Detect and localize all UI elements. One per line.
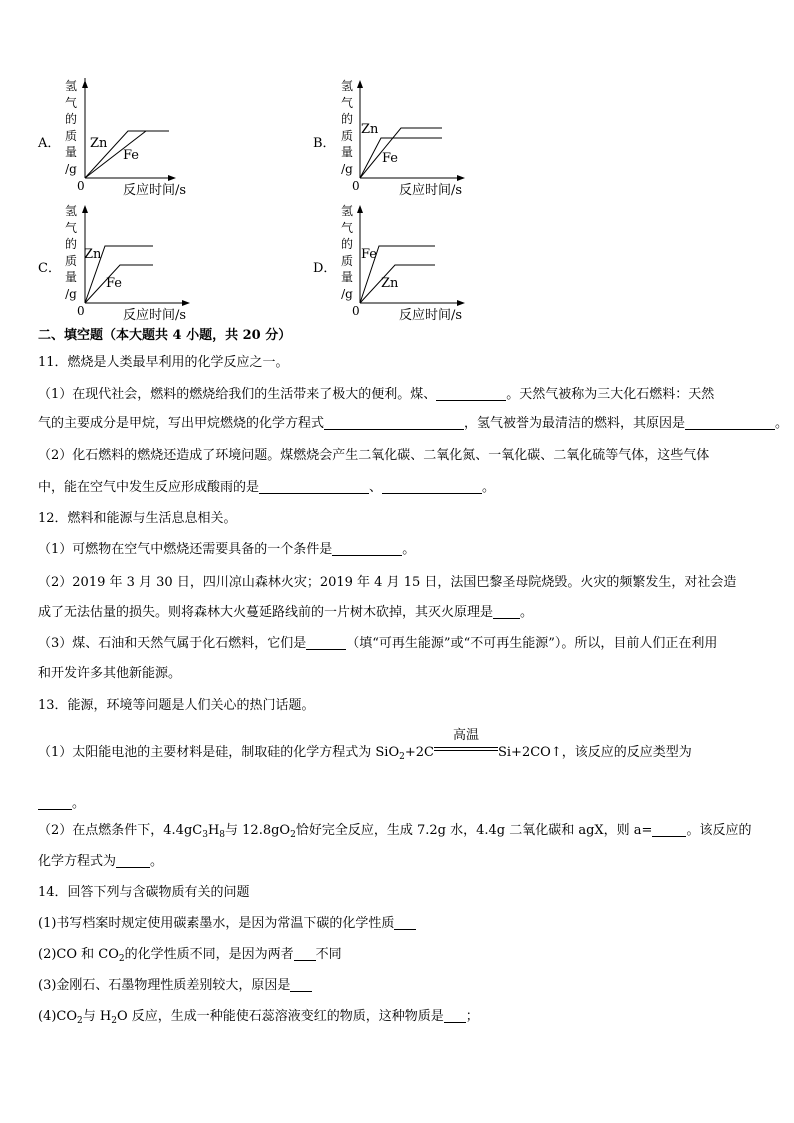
q11-stem: 11．燃烧是人类最早利用的化学反应之一。 xyxy=(38,355,289,370)
text: 气的主要成分是甲烷，写出甲烷燃烧的化学方程式 xyxy=(38,416,325,431)
ylabel-char: 气 xyxy=(340,95,353,110)
text: O 反应，生成一种能使石蕊溶液变红的物质，这种物质是 xyxy=(116,1009,444,1024)
option-letter: B． xyxy=(313,136,336,151)
ylabel-char: 氢 xyxy=(64,79,77,93)
q14-stem: 14．回答下列与含碳物质有关的问题 xyxy=(38,885,250,900)
ylabel-char: 气 xyxy=(64,220,77,235)
text: （1）太阳能电池的主要材料是硅，制取硅的化学方程式为 SiO xyxy=(38,745,400,760)
text: （填“可再生能源”或“不可再生能源”）。所以，目前人们正在利用 xyxy=(346,636,718,651)
ylabel-char: 质 xyxy=(340,128,353,143)
text: Si+2CO↑，该反应的反应类型为 xyxy=(497,745,692,760)
graph-a xyxy=(76,78,226,198)
y-axis-arrow xyxy=(357,205,363,213)
q13-part1-line1 xyxy=(38,728,758,762)
x-axis-arrow xyxy=(168,175,176,181)
option-letter: D． xyxy=(313,261,337,276)
origin-label: 0 xyxy=(352,304,360,318)
ylabel-char: 氢 xyxy=(340,79,353,93)
reaction-condition: 高温 xyxy=(452,728,479,743)
x-axis-arrow xyxy=(457,175,465,181)
answer-blank[interactable] xyxy=(444,1009,466,1023)
q14-line1 xyxy=(38,915,758,933)
lower-label: Fe xyxy=(123,148,140,163)
text: （2）2019 年 3 月 30 日，四川凉山森林火灾；2019 年 4 月 15 日，法国巴黎圣母院烧毁。火灾的频繁发生，对社会造 xyxy=(38,575,737,590)
text: 恰好完全反应，生成 7.2g 水，4.4g 二氧化碳和 agX，则 a= xyxy=(295,823,653,838)
subscript: 2 xyxy=(399,752,405,762)
origin-label: 0 xyxy=(77,304,85,318)
text: (1)书写档案时规定使用碳素墨水，是因为常温下碳的化学性质 xyxy=(38,916,395,931)
ylabel-char: 氢 xyxy=(64,204,77,218)
answer-blank[interactable] xyxy=(436,387,506,401)
ylabel-char: 气 xyxy=(64,95,77,110)
answer-blank[interactable] xyxy=(685,416,775,430)
ylabel-char: 质 xyxy=(64,128,77,143)
answer-blank[interactable] xyxy=(324,416,464,430)
q11-part2-line1 xyxy=(38,447,758,465)
text: 。 xyxy=(482,480,496,495)
text: 。 xyxy=(775,416,789,431)
text: 。 xyxy=(520,605,534,620)
ylabel-char: /g xyxy=(341,161,353,176)
text: （3）煤、石油和天然气属于化石燃料，它们是 xyxy=(38,636,307,651)
x-axis-label: 反应时间/s xyxy=(123,183,187,198)
q12-part2-line2 xyxy=(38,604,758,622)
q12-part3-line2: 和开发许多其他新能源。 xyxy=(38,666,182,681)
lower-label: Fe xyxy=(382,151,399,166)
answer-blank[interactable] xyxy=(332,542,402,556)
q14-line2 xyxy=(38,946,758,964)
subscript: 2 xyxy=(77,1016,83,1026)
text: 成了无法估量的损失。则将森林大火蔓延路线前的一片树木砍掉，其灭火原理是 xyxy=(38,605,494,620)
text: （1）在现代社会，燃料的燃烧给我们的生活带来了极大的便利。煤、 xyxy=(38,387,437,402)
graph-b xyxy=(351,78,501,198)
answer-blank[interactable] xyxy=(290,978,312,992)
q13-part1-line2 xyxy=(38,795,758,813)
upper-label: Zn xyxy=(90,136,108,151)
q11-part1-line2 xyxy=(38,415,789,433)
y-axis-arrow xyxy=(82,80,88,88)
text: 不同 xyxy=(315,947,342,962)
upper-label: Fe xyxy=(361,247,378,262)
subscript: 2 xyxy=(290,830,296,840)
q11-part2-line2 xyxy=(38,479,758,497)
x-axis-label: 反应时间/s xyxy=(399,183,463,198)
option-letter: A． xyxy=(38,136,61,151)
text: (3)金刚石、石墨物理性质差别较大，原因是 xyxy=(38,978,291,993)
section-title: 二、填空题（本大题共 4 小题，共 20 分） xyxy=(38,328,292,343)
subscript: 8 xyxy=(219,830,226,840)
fe-line xyxy=(360,138,442,178)
q13-part2-line1 xyxy=(38,822,758,840)
y-axis-arrow xyxy=(82,205,88,213)
origin-label: 0 xyxy=(352,179,360,193)
text: ； xyxy=(465,1009,479,1024)
text: 。 xyxy=(402,542,416,557)
origin-label: 0 xyxy=(77,179,85,193)
ylabel-char: /g xyxy=(65,161,77,176)
x-axis-label: 反应时间/s xyxy=(123,308,187,323)
text: 。天然气被称为三大化石燃料：天然 xyxy=(506,387,715,402)
answer-blank[interactable] xyxy=(294,947,316,961)
text: 。 xyxy=(72,796,86,811)
text: +2C xyxy=(404,745,434,760)
lower-label: Zn xyxy=(381,276,399,291)
ylabel-char: 量 xyxy=(64,270,77,284)
text: 、 xyxy=(369,480,383,495)
answer-blank[interactable] xyxy=(652,823,686,837)
ylabel-char: /g xyxy=(65,286,77,301)
text: 的化学性质不同，是因为两者 xyxy=(124,947,294,962)
text: （2）在点燃条件下，4.4gC xyxy=(38,823,203,838)
ylabel-char: 的 xyxy=(64,112,77,126)
upper-label: Zn xyxy=(84,247,102,262)
text: ，氢气被誉为最清洁的燃料，其原因是 xyxy=(464,416,686,431)
subscript: 2 xyxy=(111,1016,117,1026)
x-axis-label: 反应时间/s xyxy=(399,308,463,323)
q12-part2-line1 xyxy=(38,574,758,592)
subscript: 2 xyxy=(118,954,125,964)
ylabel-char: 量 xyxy=(340,145,353,159)
ylabel-char: 的 xyxy=(340,112,353,126)
text: （1）可燃物在空气中燃烧还需要具备的一个条件是 xyxy=(38,542,333,557)
answer-blank[interactable] xyxy=(38,796,72,810)
ylabel-char: 质 xyxy=(64,253,77,268)
lower-label: Fe xyxy=(106,276,123,291)
text: 。该反应的 xyxy=(686,823,752,838)
q14-line3 xyxy=(38,977,758,995)
ylabel-char: 气 xyxy=(340,220,353,235)
x-axis-arrow xyxy=(182,300,190,306)
x-axis-arrow xyxy=(457,300,465,306)
y-axis-arrow xyxy=(357,80,363,88)
answer-blank[interactable] xyxy=(116,854,150,868)
ylabel-char: 氢 xyxy=(340,204,353,218)
q13-part2-line2 xyxy=(38,853,758,871)
answer-blank[interactable] xyxy=(382,480,482,494)
answer-blank[interactable] xyxy=(259,480,369,494)
text: 。 xyxy=(150,854,164,869)
graph-d xyxy=(351,203,501,323)
ylabel-char: 量 xyxy=(340,270,353,284)
answer-blank[interactable] xyxy=(306,636,346,650)
q12-part1 xyxy=(38,541,758,559)
text: (2)CO 和 CO xyxy=(38,947,119,962)
text: 与 H xyxy=(82,1009,112,1024)
q12-stem: 12．燃料和能源与生活息息相关。 xyxy=(38,511,237,526)
text: 与 12.8gO xyxy=(225,823,291,838)
text: H xyxy=(207,823,220,838)
subscript: 3 xyxy=(202,830,208,840)
text: 中，能在空气中发生反应形成酸雨的是 xyxy=(38,480,260,495)
text: （2）化石燃料的燃烧还造成了环境问题。煤燃烧会产生二氧化碳、二氧化氮、一氧化碳、二氧化硫等气体，这些气体 xyxy=(38,448,710,463)
option-letter: C． xyxy=(38,261,61,276)
ylabel-char: 量 xyxy=(64,145,77,159)
q13-stem: 13．能源，环境等问题是人们关心的热门话题。 xyxy=(38,698,315,713)
upper-label: Zn xyxy=(361,122,379,137)
ylabel-char: 的 xyxy=(340,237,353,251)
q12-part3-line1 xyxy=(38,635,758,653)
ylabel-char: 的 xyxy=(64,237,77,251)
reaction-condition-sign xyxy=(434,728,498,758)
q11-part1-line1 xyxy=(38,386,758,404)
answer-blank[interactable] xyxy=(394,916,416,930)
ylabel-char: /g xyxy=(341,286,353,301)
text: (4)CO xyxy=(38,1009,78,1024)
ylabel-char: 质 xyxy=(340,253,353,268)
graph-c xyxy=(76,203,226,323)
text: 化学方程式为 xyxy=(38,854,117,869)
q14-line4 xyxy=(38,1008,758,1026)
answer-blank[interactable] xyxy=(493,605,520,619)
